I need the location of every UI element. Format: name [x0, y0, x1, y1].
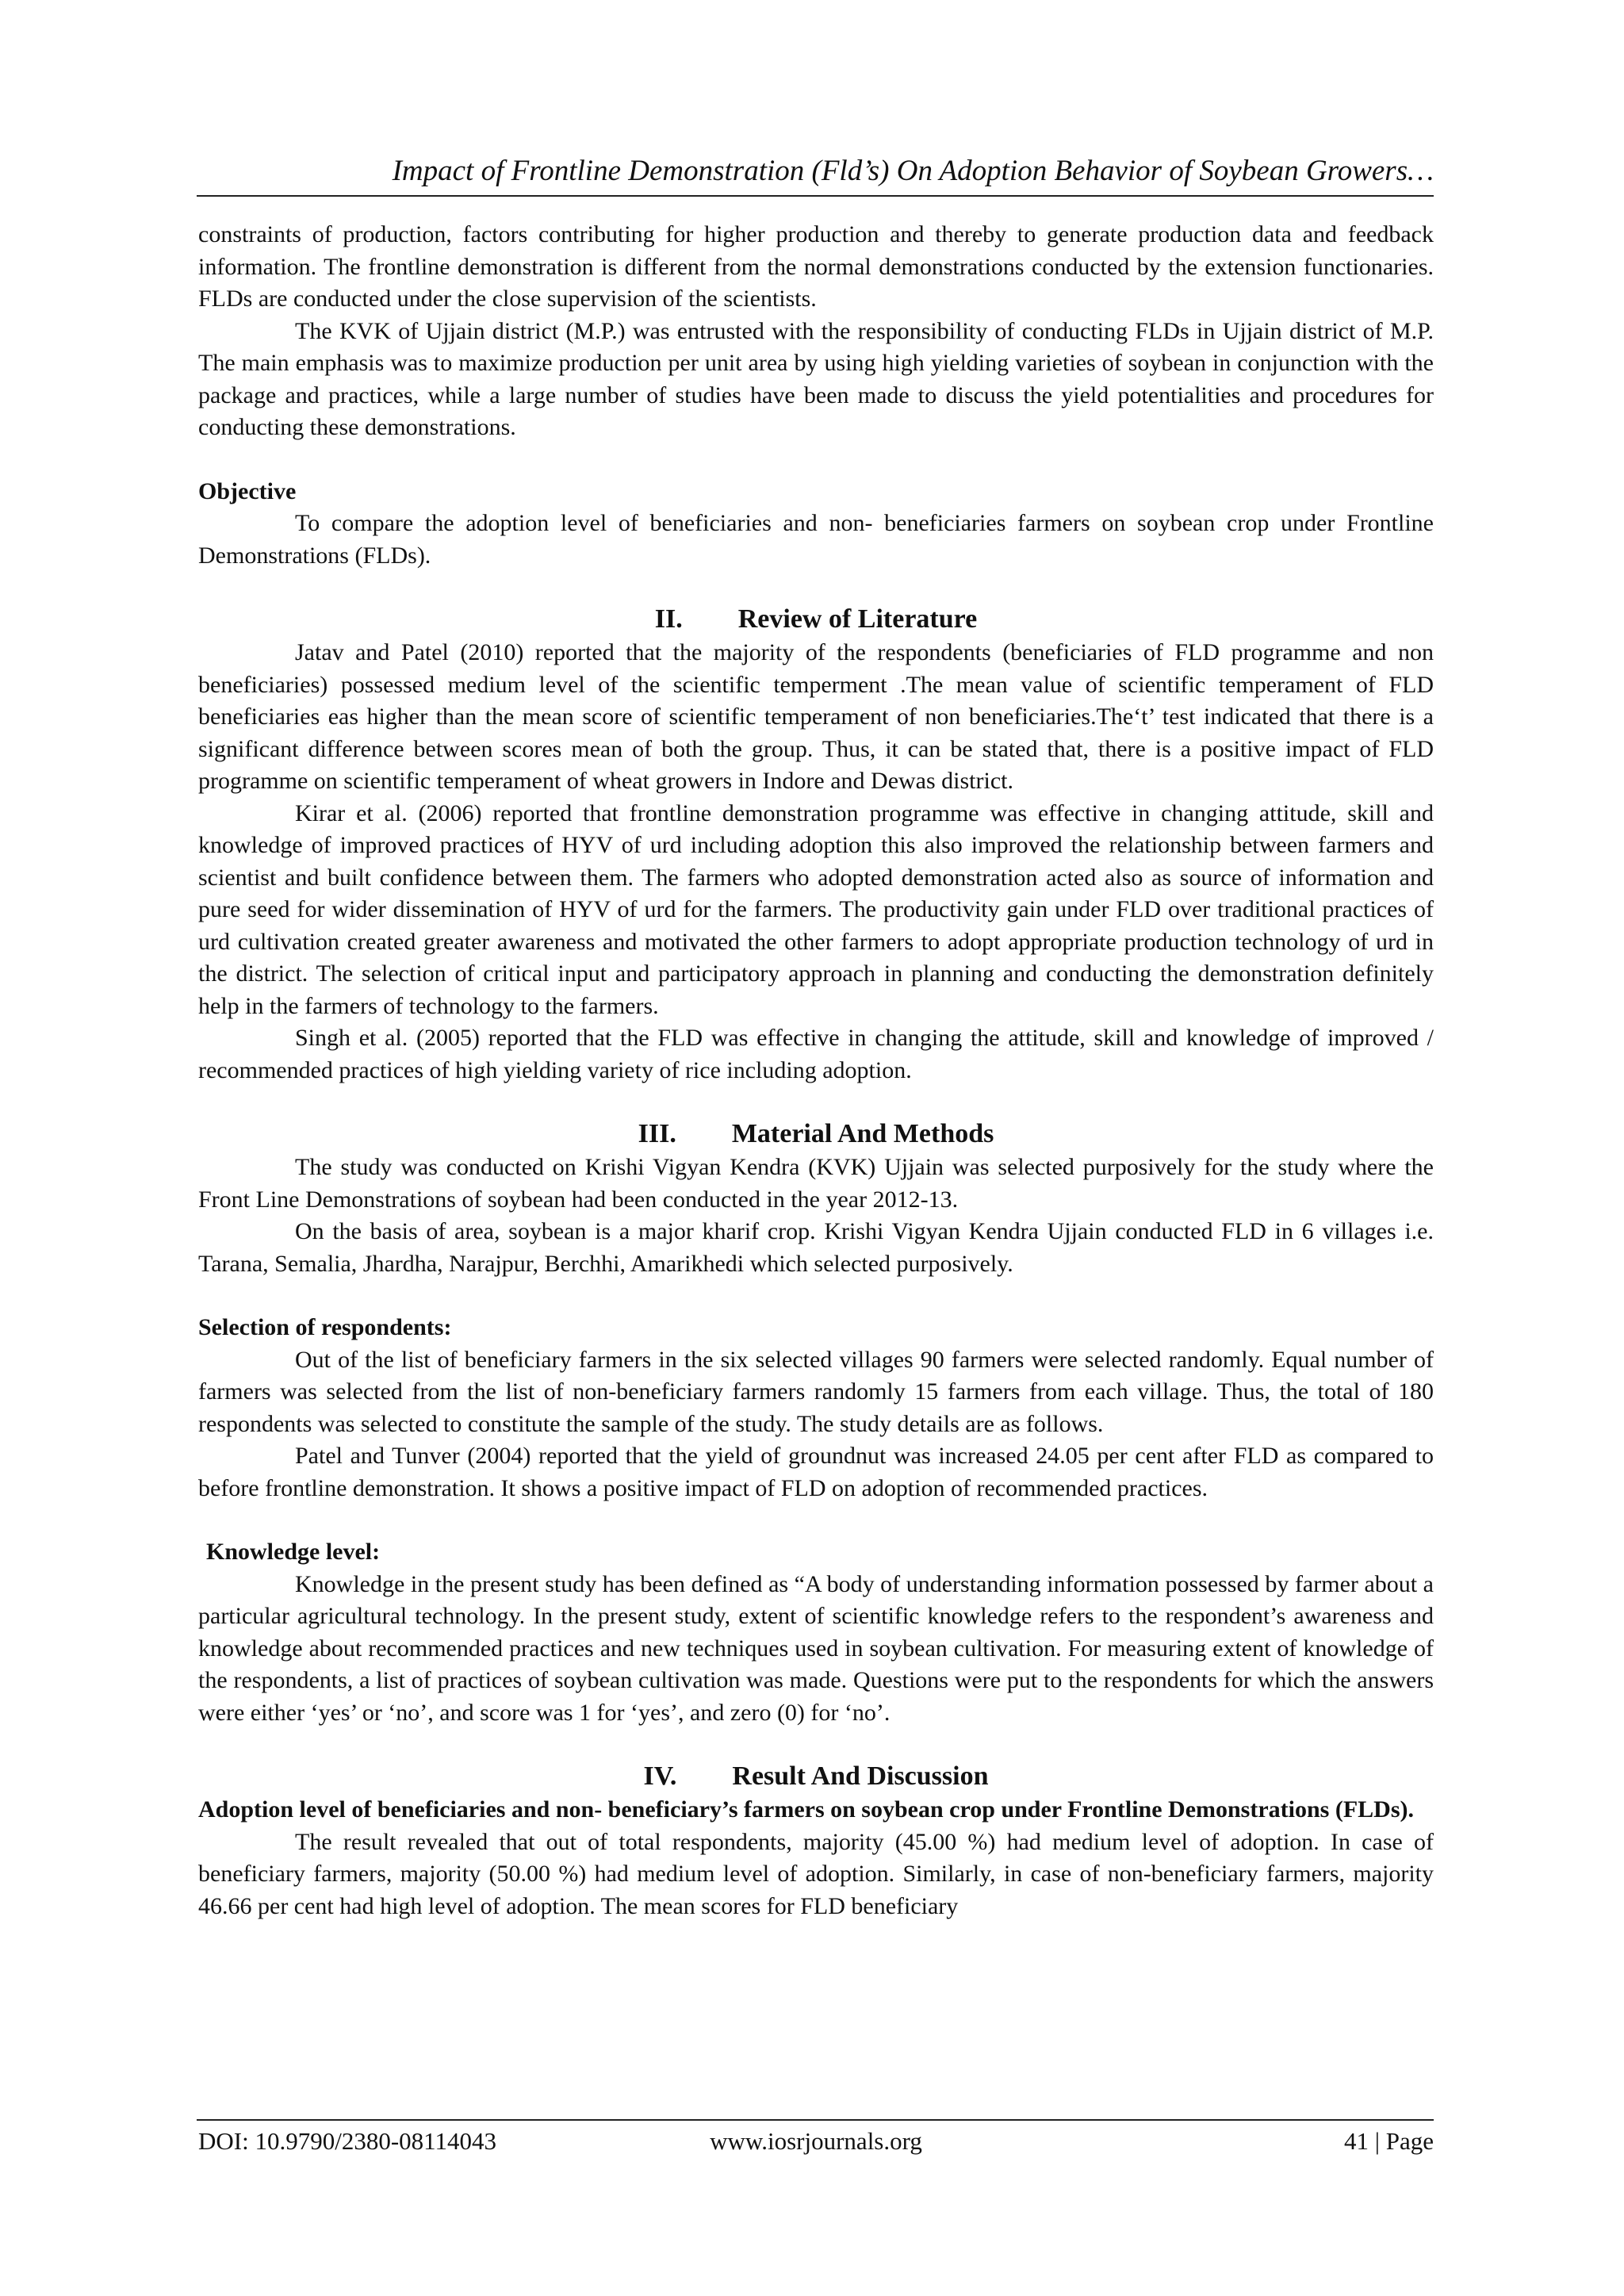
objective-heading: Objective [198, 477, 297, 504]
page-body [198, 219, 1434, 1922]
journal-website: www.iosrjournals.org [710, 2127, 922, 2155]
section-number: IV. [643, 1761, 677, 1791]
selection-heading: Selection of respondents: [198, 1314, 452, 1340]
paragraph-objective: To compare the adoption level of beneficiaries and non- beneficiaries farmers on soybean crop under Frontline Demonstrations (FLDs). [198, 510, 1434, 569]
section-title: Result And Discussion [732, 1761, 989, 1791]
paragraph-review-1: Jatav and Patel (2010) reported that the majority of the respondents (beneficiaries of FLD programme and non beneficiaries) possessed medium level of the scientific temperment .The mean value of scientific temperament of FLD beneficiaries eas higher than the mean score of scientific temperament of non beneficiaries.The‘t’ test indicated that there is a significant difference between scores mean of both the group. Thus, it can be stated that, there is a positive impact of FLD programme on scientific temperament of wheat growers in Indore and Dewas district. [198, 639, 1434, 794]
section-heading-results [198, 1759, 1434, 1794]
paragraph-review-2: Kirar et al. (2006) reported that frontline demonstration programme was effective in changing attitude, skill and knowledge of improved practices of HYV of urd including adoption this also improved the relationship between farmers and scientist and built confidence between them. The farmers who adopted demonstration acted also as source of information and pure seed for wider dissemination of HYV of urd for the farmers. The productivity gain under FLD over traditional practices of urd cultivation created greater awareness and motivated the other farmers to adopt appropriate production technology of urd in the district. The selection of critical input and participatory approach in planning and conducting the demonstration definitely help in the farmers of technology to the farmers. [198, 799, 1434, 1019]
section-heading-review [198, 602, 1434, 637]
section-title: Review of Literature [737, 604, 978, 634]
paragraph-results: The result revealed that out of total respondents, majority (45.00 %) had medium level of adoption. In case of beneficiary farmers, majority (50.00 %) had medium level of adoption. Similarly, in case of non-beneficiary farmers, majority 46.66 per cent had high level of adoption. The mean scores for FLD beneficiary [198, 1828, 1434, 1919]
section-title: Material And Methods [731, 1119, 994, 1148]
page-number: 41 | Page [1344, 2127, 1434, 2155]
header-rule [197, 195, 1434, 197]
running-header: Impact of Frontline Demonstration (Fld’s) On Adoption Behavior of Soybean Growers… [392, 155, 1434, 187]
paragraph-methods-1: The study was conducted on Krishi Vigyan Kendra (KVK) Ujjain was selected purposively for the study where the Front Line Demonstrations of soybean had been conducted in the year 2012-13. [198, 1154, 1434, 1213]
section-heading-methods [198, 1117, 1434, 1152]
adoption-heading: Adoption level of beneficiaries and non- beneficiary’s farmers on soybean crop under Frontline Demonstrations (FLDs). [198, 1796, 1415, 1823]
paragraph-intro-2: The KVK of Ujjain district (M.P.) was entrusted with the responsibility of conducting FLDs in Ujjain district of M.P. The main emphasis was to maximize production per unit area by using high yielding varieties of soybean in conjunction with the package and practices, while a large number of studies have been made to discuss the yield potentialities and procedures for conducting these demonstrations. [198, 317, 1434, 440]
section-number: II. [654, 604, 683, 634]
paragraph-selection-2: Patel and Tunver (2004) reported that the yield of groundnut was increased 24.05 per cent after FLD as compared to before frontline demonstration. It shows a positive impact of FLD on adoption of recommended practices. [198, 1443, 1434, 1501]
footer-rule [197, 2119, 1434, 2121]
knowledge-heading: Knowledge level: [206, 1539, 381, 1565]
paragraph-methods-2: On the basis of area, soybean is a major kharif crop. Krishi Vigyan Kendra Ujjain conducted FLD in 6 villages i.e. Tarana, Semalia, Jhardha, Narajpur, Berchhi, Amarikhedi which selected purposively. [198, 1218, 1434, 1277]
section-number: III. [638, 1119, 676, 1148]
paragraph-selection-1: Out of the list of beneficiary farmers in the six selected villages 90 farmers were selected randomly. Equal number of farmers was selected from the list of non-beneficiary farmers randomly 15 farmers from each village. Thus, the total of 180 respondents was selected to constitute the sample of the study. The study details are as follows. [198, 1346, 1434, 1437]
paragraph-intro-1: constraints of production, factors contributing for higher production and thereby to generate production data and feedback information. The frontline demonstration is different from the normal demonstrations conducted by the extension functionaries. FLDs are conducted under the close supervision of the scientists. [198, 221, 1434, 312]
paragraph-review-3: Singh et al. (2005) reported that the FLD was effective in changing the attitude, skill and knowledge of improved / recommended practices of high yielding variety of rice including adoption. [198, 1025, 1434, 1083]
paragraph-knowledge: Knowledge in the present study has been defined as “A body of understanding information possessed by farmer about a particular agricultural technology. In the present study, extent of scientific knowledge refers to the respondent’s awareness and knowledge about recommended practices and new techniques used in soybean cultivation. For measuring extent of knowledge of the respondents, a list of practices of soybean cultivation was made. Questions were put to the respondents for which the answers were either ‘yes’ or ‘no’, and score was 1 for ‘yes’, and zero (0) for ‘no’. [198, 1570, 1434, 1726]
doi-text: DOI: 10.9790/2380-08114043 [198, 2127, 496, 2155]
page-footer [198, 2125, 1434, 2157]
